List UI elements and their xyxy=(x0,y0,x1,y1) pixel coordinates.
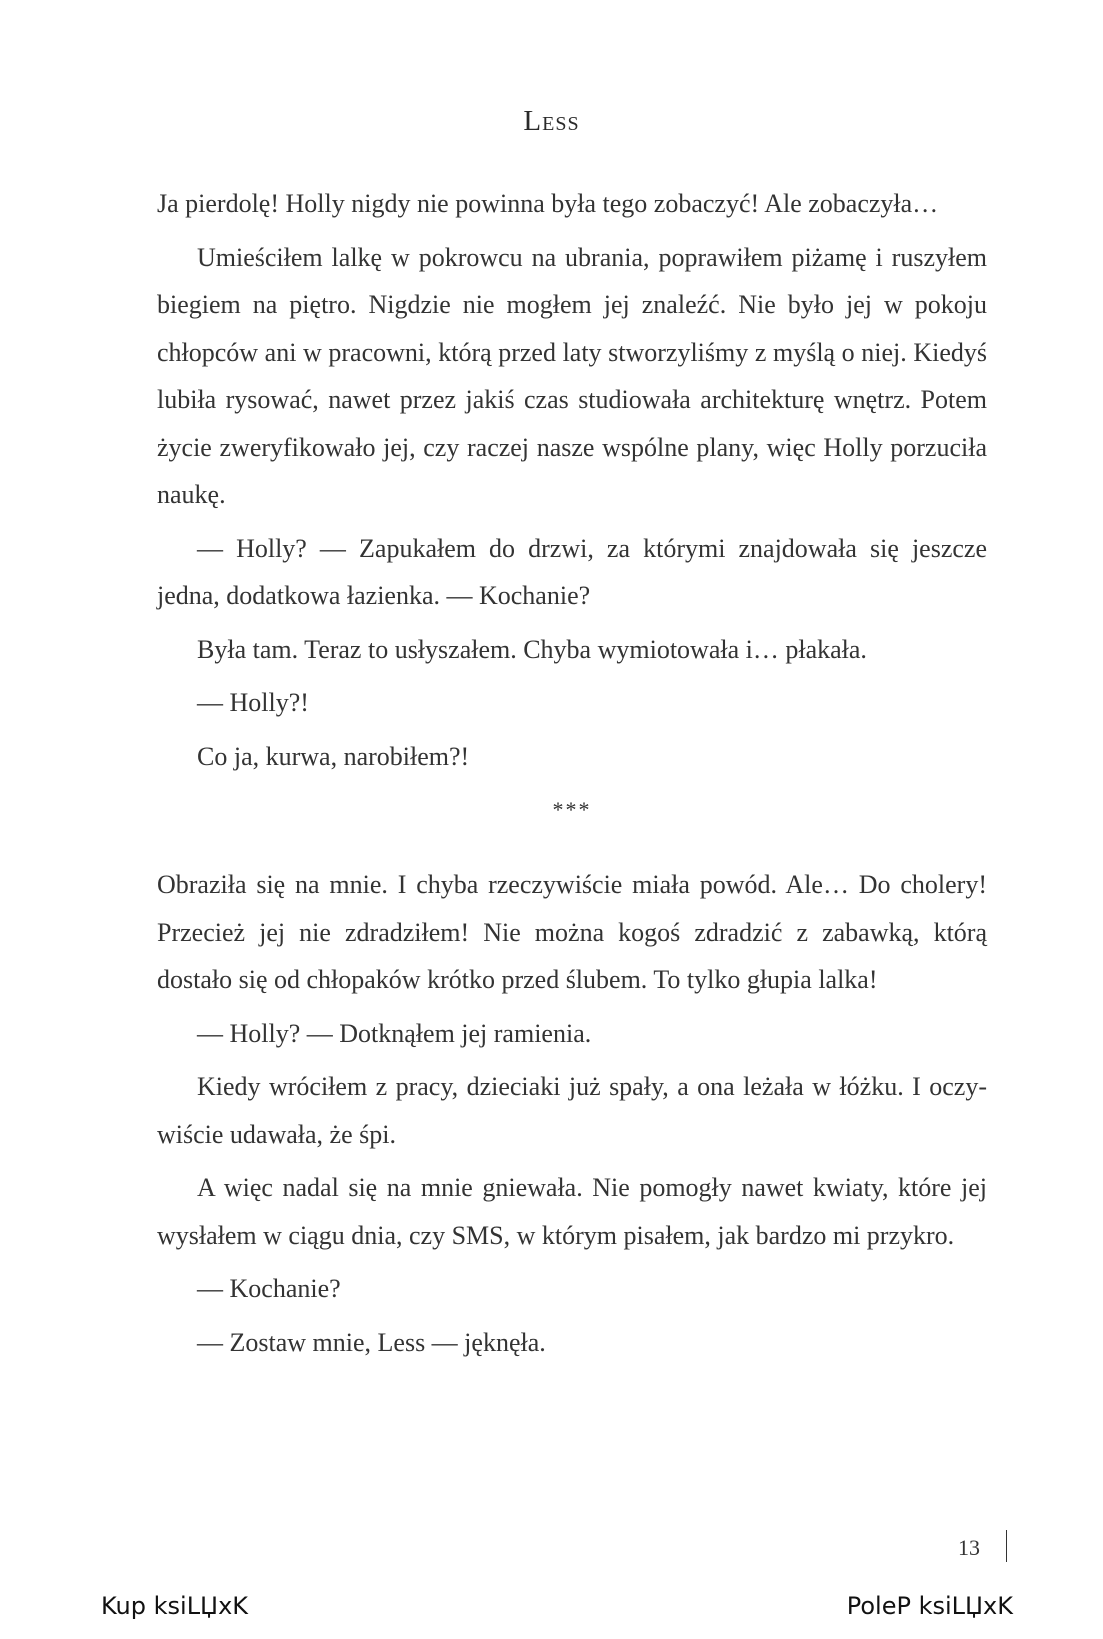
paragraph: Była tam. Teraz to usłyszałem. Chyba wymiotowała i… płakała. xyxy=(197,634,867,664)
paragraph: A więc nadal się na mnie gniewała. Nie pomogły nawet kwiaty, które jej wysłałem w ciągu dnia, czy SMS, w którym pisałem, jak bardzo mi przykro. xyxy=(157,1173,987,1250)
paragraph: Kiedy wróciłem z pracy, dzieciaki już spały, a ona leżała w łóżku. I oczywiście udawała, że śpi. xyxy=(157,1072,987,1149)
paragraph: — Holly? — Dotknąłem jej ramienia. xyxy=(197,1018,592,1048)
recommend-book-link[interactable]: PoleP ksiLЏxK xyxy=(846,1592,1013,1620)
running-head: Less xyxy=(523,105,580,137)
section-separator: *** xyxy=(552,797,592,822)
paragraph: Co ja, kurwa, narobiłem?! xyxy=(197,741,470,771)
buy-book-link[interactable]: Kup ksiLЏxK xyxy=(101,1592,249,1620)
paragraph: — Holly? — Zapukałem do drzwi, za którymi znajdowała się jeszcze jedna, dodatkowa łazienka. — Kochanie? xyxy=(157,533,987,610)
paragraph: Ja pierdolę! Holly nigdy nie powinna była tego zobaczyć! Ale zobaczyła… xyxy=(157,189,939,218)
paragraph: Obraziła się na mnie. I chyba rzeczywiście miała powód. Ale… Do cholery! Przecież jej nie zdradziłem! Nie można kogoś zdradzić z zabawką, którą dostało się od chłopaków krótko przed ślubem. To tylko głupia lalka! xyxy=(157,870,987,994)
paragraph: — Kochanie? xyxy=(197,1274,341,1303)
page-number: 13 xyxy=(958,1535,980,1560)
paragraph: — Zostaw mnie, Less — jęknęła. xyxy=(197,1327,546,1357)
paragraph: — Holly?! xyxy=(197,688,309,717)
body-text xyxy=(157,180,987,1372)
page-number-rule xyxy=(1006,1530,1007,1562)
paragraph: Umieściłem lalkę w pokrowcu na ubrania, poprawiłem piżamę i ruszyłem biegiem na piętro. Nigdzie nie mogłem jej znaleźć. Nie było jej w pokoju chłopców ani w pracowni, którą przed laty stworzyliśmy z myślą o niej. Kiedyś lubiła rysować, nawet przez jakiś czas studiowała architekturę wnętrz. Potem życie zweryfikowało jej, czy raczej nasze wspólne plany, więc Holly porzuciła naukę. xyxy=(157,242,987,509)
